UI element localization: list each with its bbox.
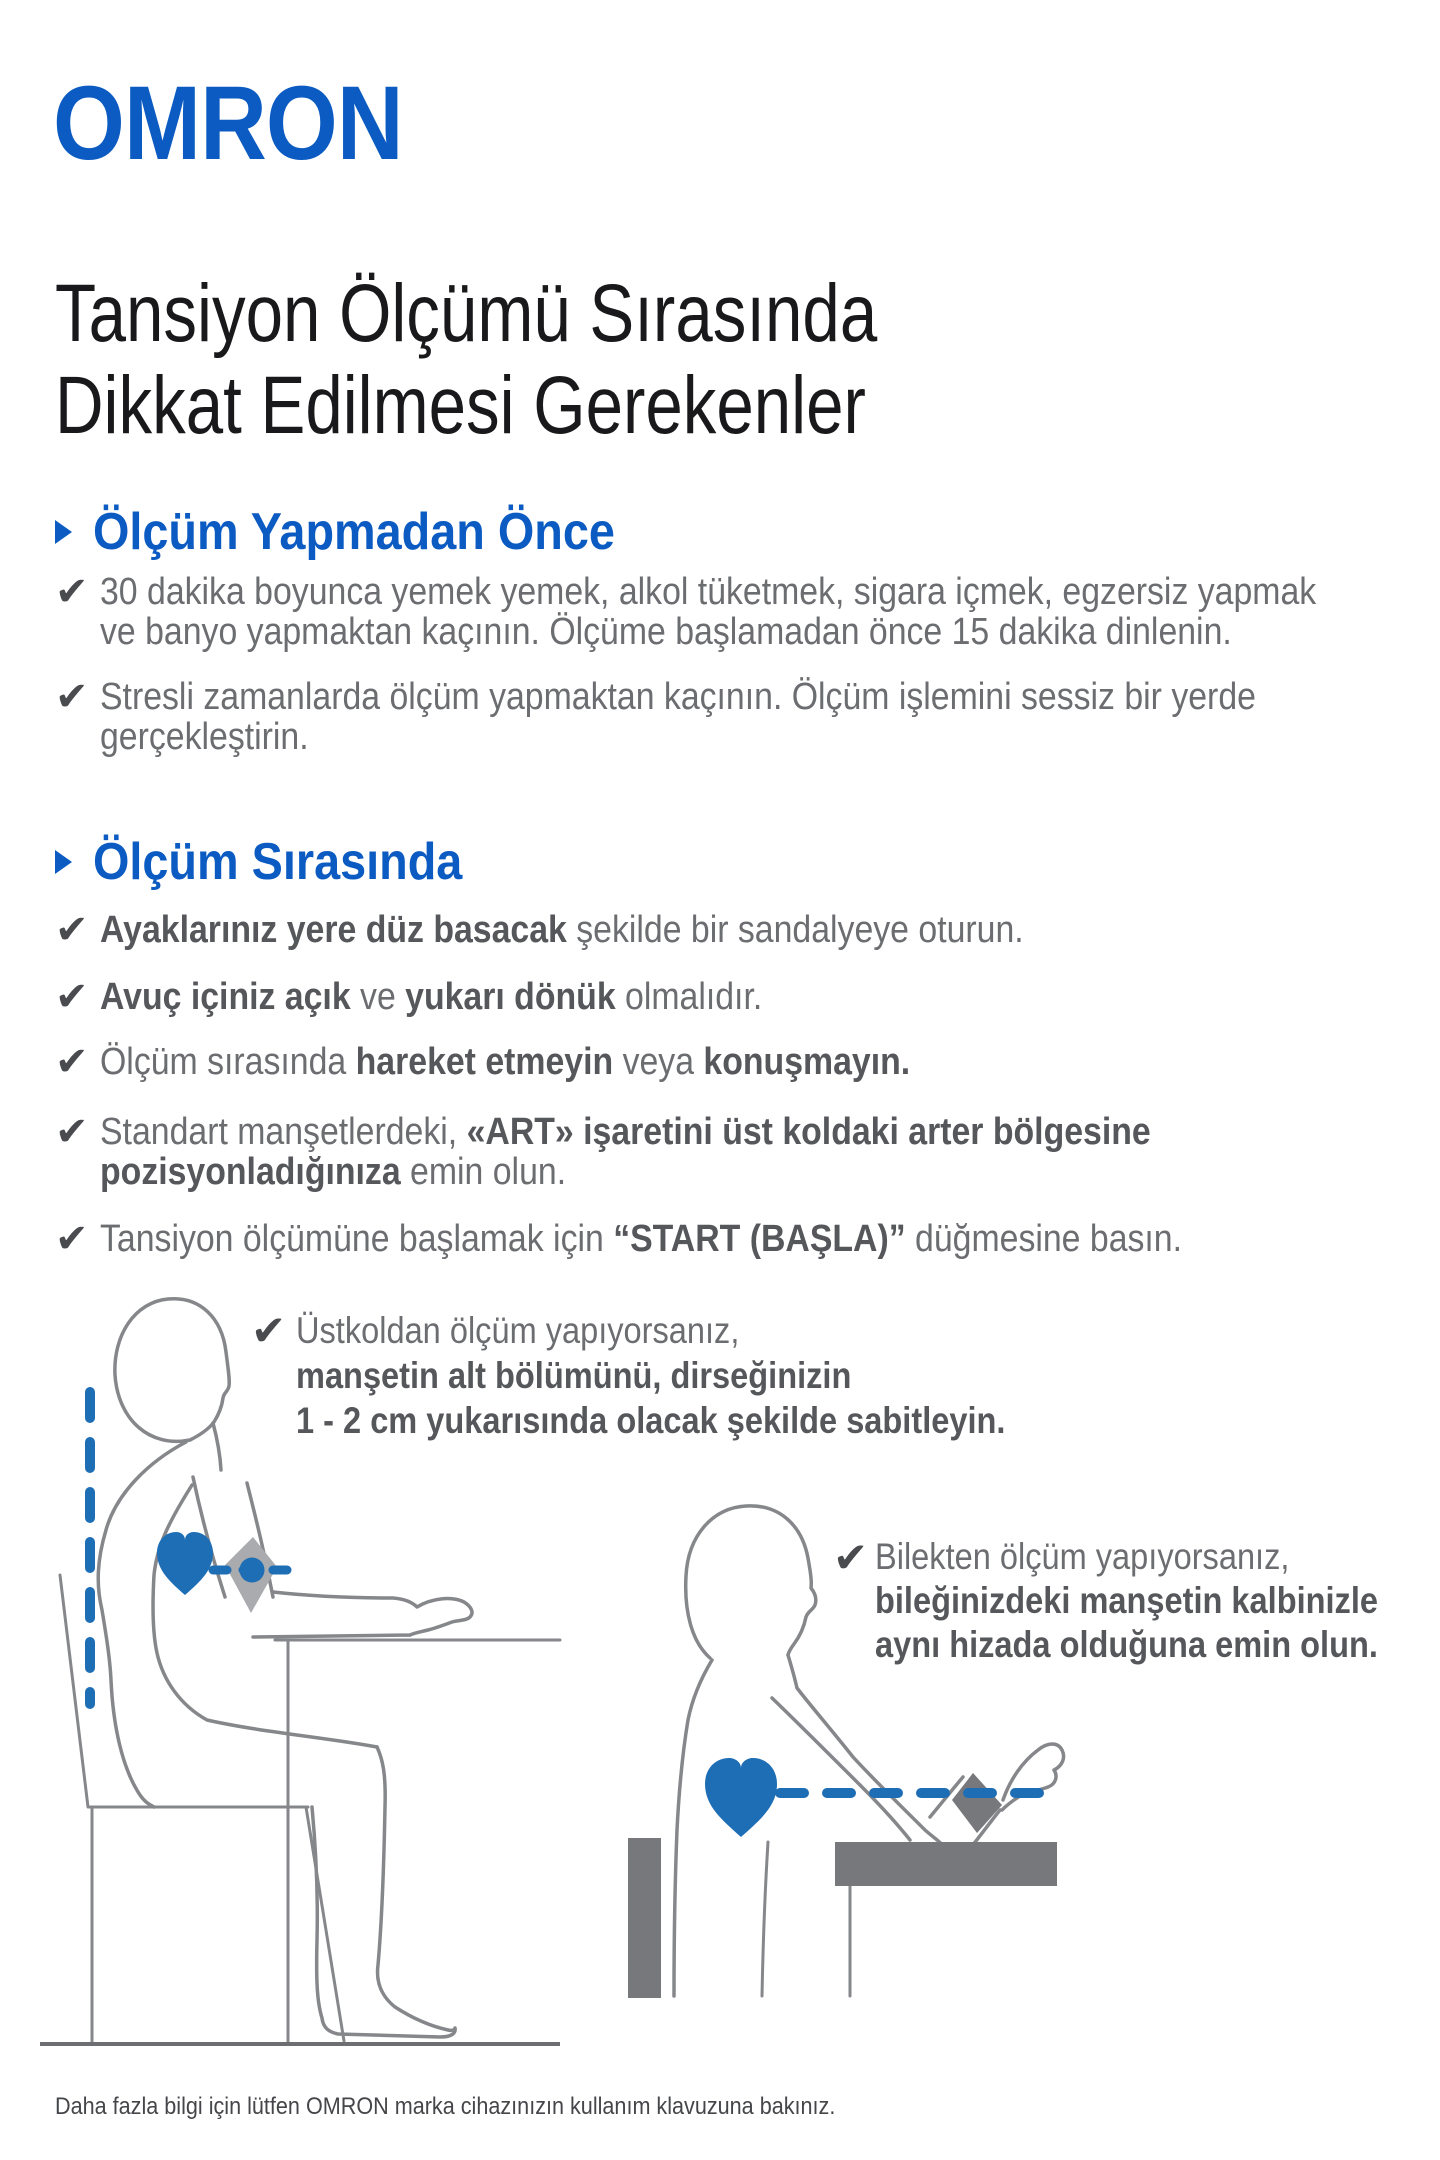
person-chest [213, 1423, 221, 1470]
list-item [55, 1109, 1281, 1193]
list-item-text: Tansiyon ölçümüne başlamak için “START (BAŞLA)” düğmesine basın. [100, 1218, 1183, 1260]
table-slab [835, 1842, 1057, 1886]
list-item [55, 1039, 1010, 1085]
list-item-text: Avuç içiniz açık ve yukarı dönük olmalıdır. [100, 976, 763, 1018]
person-back [98, 1442, 186, 1807]
wrist-annotation [833, 1535, 1440, 1667]
person-arm-bottom [772, 1698, 910, 1840]
check-icon: ✔ [251, 1306, 287, 1355]
list-item-text: Stresli zamanlarda ölçüm yapmaktan kaçının. Ölçüm işlemini sessiz bir yerde gerçekleştirin. [100, 676, 1256, 758]
page-title-line1: Tansiyon Ölçümü Sırasında [55, 268, 878, 359]
section-before-heading [55, 503, 673, 561]
person-head [115, 1299, 229, 1442]
right-triangle-icon [55, 850, 72, 874]
right-triangle-icon [55, 520, 72, 544]
list-item [55, 674, 1399, 758]
section-before-heading-label: Ölçüm Yapmadan Önce [93, 503, 615, 561]
check-icon: ✔ [55, 1039, 89, 1085]
page-title [55, 268, 877, 452]
list-item-text: Ayaklarınız yere düz basacak şekilde bir sandalyeye oturun. [100, 909, 1024, 951]
upper-arm-annotation [251, 1308, 1102, 1443]
person-forearm-hand [253, 1592, 472, 1637]
list-item [55, 569, 1440, 653]
check-icon: ✔ [55, 907, 89, 953]
person-arm-top [788, 1655, 944, 1847]
check-icon: ✔ [833, 1533, 869, 1582]
list-item [55, 974, 844, 1020]
chair-back-bar [628, 1838, 661, 1998]
chair [60, 1575, 344, 2042]
omron-logo: OMRON [53, 65, 403, 182]
footer-note: Daha fazla bilgi için lütfen OMRON marka cihazınızın kullanım klavuzuna bakınız. [55, 2093, 836, 2120]
person-back [674, 1660, 712, 1996]
check-icon: ✔ [55, 1216, 89, 1262]
wrist-annotation-text: Bilekten ölçüm yapıyorsanız, bileğinizdeki manşetin kalbinizle aynı hizada olduğuna emin olun. [875, 1536, 1379, 1665]
list-item-text: Standart manşetlerdeki, «ART» işaretini üst koldaki arter bölgesine pozisyonladığınıza emin olun. [100, 1111, 1151, 1193]
section-during-heading [55, 833, 503, 891]
list-item-text: 30 dakika boyunca yemek yemek, alkol tüketmek, sigara içmek, egzersiz yapmak ve banyo yapmaktan kaçının. Ölçüme başlamadan önce 15 dakika dinlenin. [100, 571, 1317, 653]
heart-icon [157, 1532, 213, 1595]
list-item-text: Ölçüm sırasında hareket etmeyin veya konuşmayın. [100, 1041, 911, 1083]
check-icon: ✔ [55, 569, 89, 615]
section-during-heading-label: Ölçüm Sırasında [93, 833, 463, 891]
person-lap [153, 1485, 377, 1747]
person-hand [1002, 1744, 1064, 1810]
check-icon: ✔ [55, 1109, 89, 1155]
list-item [55, 907, 1138, 953]
page-title-line2: Dikkat Edilmesi Gerekenler [55, 360, 866, 451]
check-icon: ✔ [55, 974, 89, 1020]
person-head [686, 1506, 816, 1658]
list-item [55, 1216, 1316, 1262]
cuff-marker-dot [240, 1558, 265, 1583]
heart-icon [705, 1758, 777, 1837]
upper-arm-annotation-text: Üstkoldan ölçüm yapıyorsanız, manşetin alt bölümünü, dirseğinizin 1 - 2 cm yukarısında olacak şekilde sabitleyin. [296, 1310, 1006, 1441]
person-leg [312, 1747, 455, 2037]
check-icon: ✔ [55, 674, 89, 720]
